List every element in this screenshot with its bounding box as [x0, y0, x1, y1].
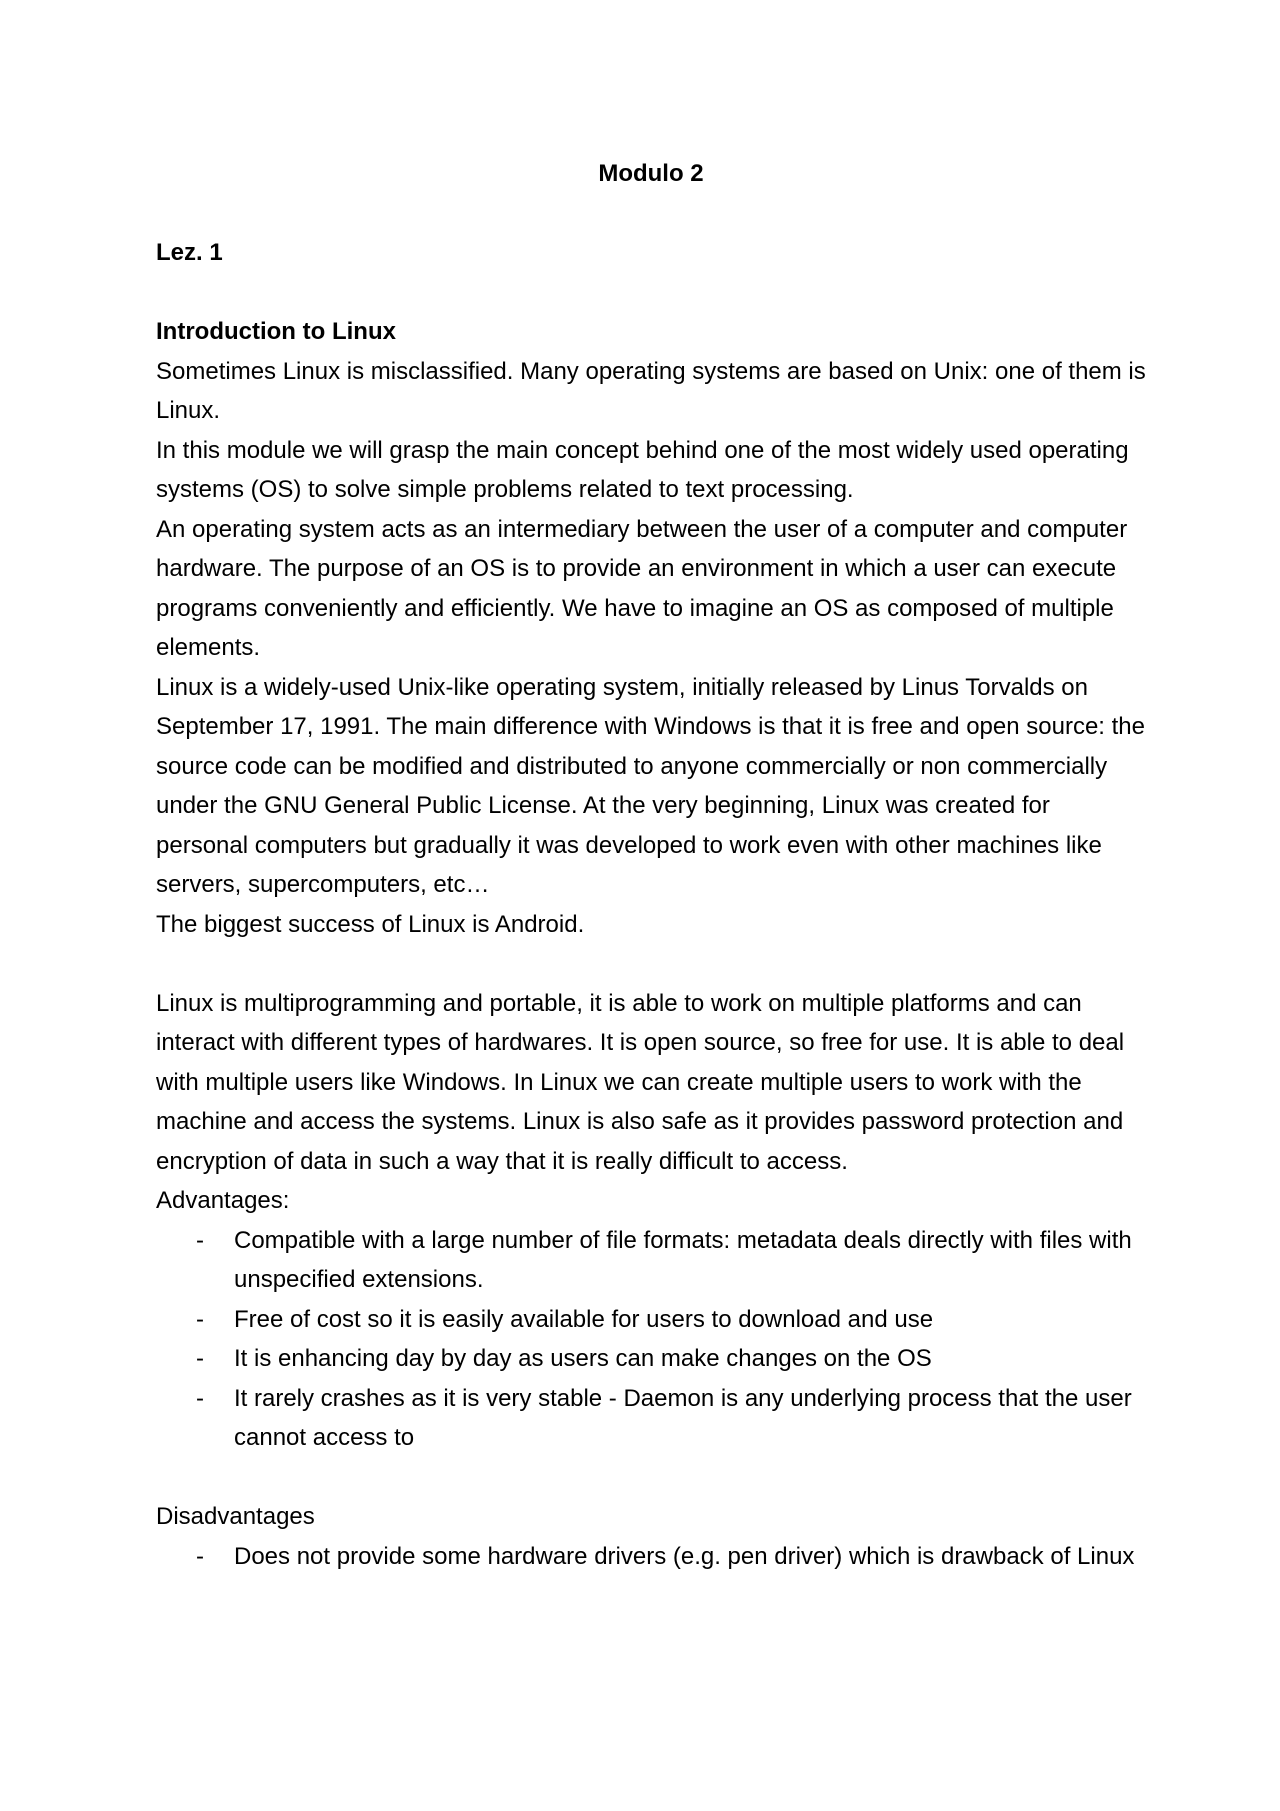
list-item-text: It rarely crashes as it is very stable - Daemon is any underlying process that the user cannot access to: [234, 1384, 1132, 1451]
list-marker: -: [196, 1345, 204, 1372]
list-item: [156, 1221, 1146, 1300]
paragraph: In this module we will grasp the main concept behind one of the most widely used operating systems (OS) to solve simple problems related to text processing.: [156, 436, 1129, 503]
list-item-text: Free of cost so it is easily available for users to download and use: [234, 1305, 934, 1333]
blank-line: [156, 194, 1146, 234]
advantages-label: Advantages:: [156, 1187, 290, 1214]
advantages-list: [156, 1221, 1146, 1458]
list-item: [156, 1300, 1146, 1340]
blank-line: [156, 944, 1146, 984]
document-body: [156, 154, 1146, 1576]
blank-line: [156, 1458, 1146, 1498]
disadvantages-list: [156, 1537, 1146, 1577]
list-marker: -: [196, 1384, 204, 1412]
section-heading: Introduction to Linux: [156, 318, 396, 345]
disadvantages-label: Disadvantages: [156, 1503, 315, 1530]
paragraph: Sometimes Linux is misclassified. Many operating systems are based on Unix: one of them is Linux.: [156, 357, 1146, 424]
lesson-label: Lez. 1: [156, 239, 223, 266]
list-marker: -: [196, 1226, 204, 1254]
list-item: [156, 1339, 1146, 1379]
paragraph: Linux is a widely-used Unix-like operating system, initially released by Linus Torvalds on September 17, 1991. The main difference with Windows is that it is free and open source: the source code can be modified and distributed to anyone commercially or non commercially under the GNU General Public License. At the very beginning, Linux was created for personal computers but gradually it was developed to work even with other machines like servers, supercomputers, etc…: [156, 673, 1146, 898]
list-item: [156, 1379, 1146, 1458]
document-title: Modulo 2: [598, 160, 704, 187]
list-item-text: It is enhancing day by day as users can make changes on the OS: [234, 1345, 932, 1372]
list-item-text: Does not provide some hardware drivers (e.g. pen driver) which is drawback of Linux: [234, 1542, 1135, 1570]
list-marker: -: [196, 1305, 204, 1333]
paragraph: An operating system acts as an intermediary between the user of a computer and computer hardware. The purpose of an OS is to provide an environment in which a user can execute programs conveniently and efficiently. We have to imagine an OS as composed of multiple elements.: [156, 515, 1128, 661]
list-item: [156, 1537, 1146, 1577]
blank-line: [156, 273, 1146, 313]
paragraph: The biggest success of Linux is Android.: [156, 910, 585, 938]
paragraph: Linux is multiprogramming and portable, it is able to work on multiple platforms and can interact with different types of hardwares. It is open source, so free for use. It is able to deal with multiple users like Windows. In Linux we can create multiple users to work with the machine and access the systems. Linux is also safe as it provides password protection and encryption of data in such a way that it is really difficult to access.: [156, 989, 1125, 1175]
list-marker: -: [196, 1542, 204, 1570]
list-item-text: Compatible with a large number of file formats: metadata deals directly with files with unspecified extensions.: [234, 1226, 1132, 1293]
